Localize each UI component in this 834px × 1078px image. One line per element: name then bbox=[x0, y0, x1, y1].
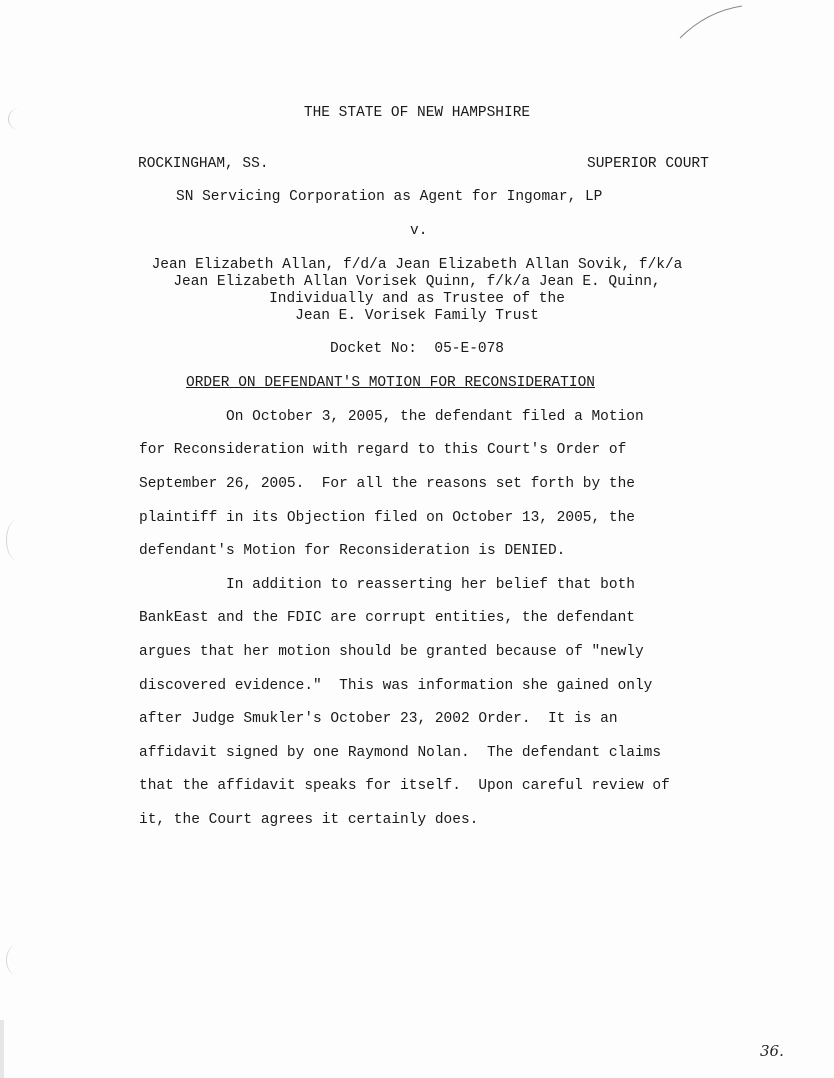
scan-edge-mark bbox=[0, 1020, 4, 1078]
body-line: it, the Court agrees it certainly does. bbox=[139, 812, 479, 828]
body-line: discovered evidence." This was information she gained only bbox=[139, 678, 653, 694]
scan-smudge bbox=[6, 520, 27, 560]
defendant-line: Jean Elizabeth Allan, f/d/a Jean Elizabeth Allan Sovik, f/k/a bbox=[151, 257, 683, 273]
body-line: argues that her motion should be granted because of "newly bbox=[139, 644, 644, 660]
state-heading: THE STATE OF NEW HAMPSHIRE bbox=[303, 105, 531, 121]
page-number: 36. bbox=[760, 1042, 784, 1060]
pen-stroke-mark bbox=[676, 2, 746, 42]
order-title: ORDER ON DEFENDANT'S MOTION FOR RECONSIDERATION bbox=[186, 375, 595, 391]
body-line: for Reconsideration with regard to this Court's Order of bbox=[139, 442, 627, 458]
body-line: after Judge Smukler's October 23, 2002 Order. It is an bbox=[139, 711, 618, 727]
body-line: September 26, 2005. For all the reasons set forth by the bbox=[139, 476, 635, 492]
body-line: affidavit signed by one Raymond Nolan. The defendant claims bbox=[139, 745, 662, 761]
plaintiff-name: SN Servicing Corporation as Agent for Ingomar, LP bbox=[176, 189, 603, 205]
scan-smudge bbox=[6, 945, 27, 975]
defendant-line: Individually and as Trustee of the bbox=[269, 291, 565, 307]
court-label: SUPERIOR COURT bbox=[587, 156, 709, 172]
body-line: defendant's Motion for Reconsideration is DENIED. bbox=[139, 543, 566, 559]
county-label: ROCKINGHAM, SS. bbox=[138, 156, 269, 172]
body-line: BankEast and the FDIC are corrupt entities, the defendant bbox=[139, 610, 635, 626]
body-line: In addition to reasserting her belief that both bbox=[139, 577, 635, 593]
defendant-line: Jean E. Vorisek Family Trust bbox=[295, 308, 539, 324]
body-line: that the affidavit speaks for itself. Upon careful review of bbox=[139, 778, 670, 794]
body-line: On October 3, 2005, the defendant filed a Motion bbox=[139, 409, 644, 425]
docket-number: Docket No: 05-E-078 bbox=[329, 341, 505, 357]
versus-label: v. bbox=[410, 223, 428, 239]
defendant-line: Jean Elizabeth Allan Vorisek Quinn, f/k/a Jean E. Quinn, bbox=[173, 274, 661, 290]
body-line: plaintiff in its Objection filed on October 13, 2005, the bbox=[139, 510, 635, 526]
